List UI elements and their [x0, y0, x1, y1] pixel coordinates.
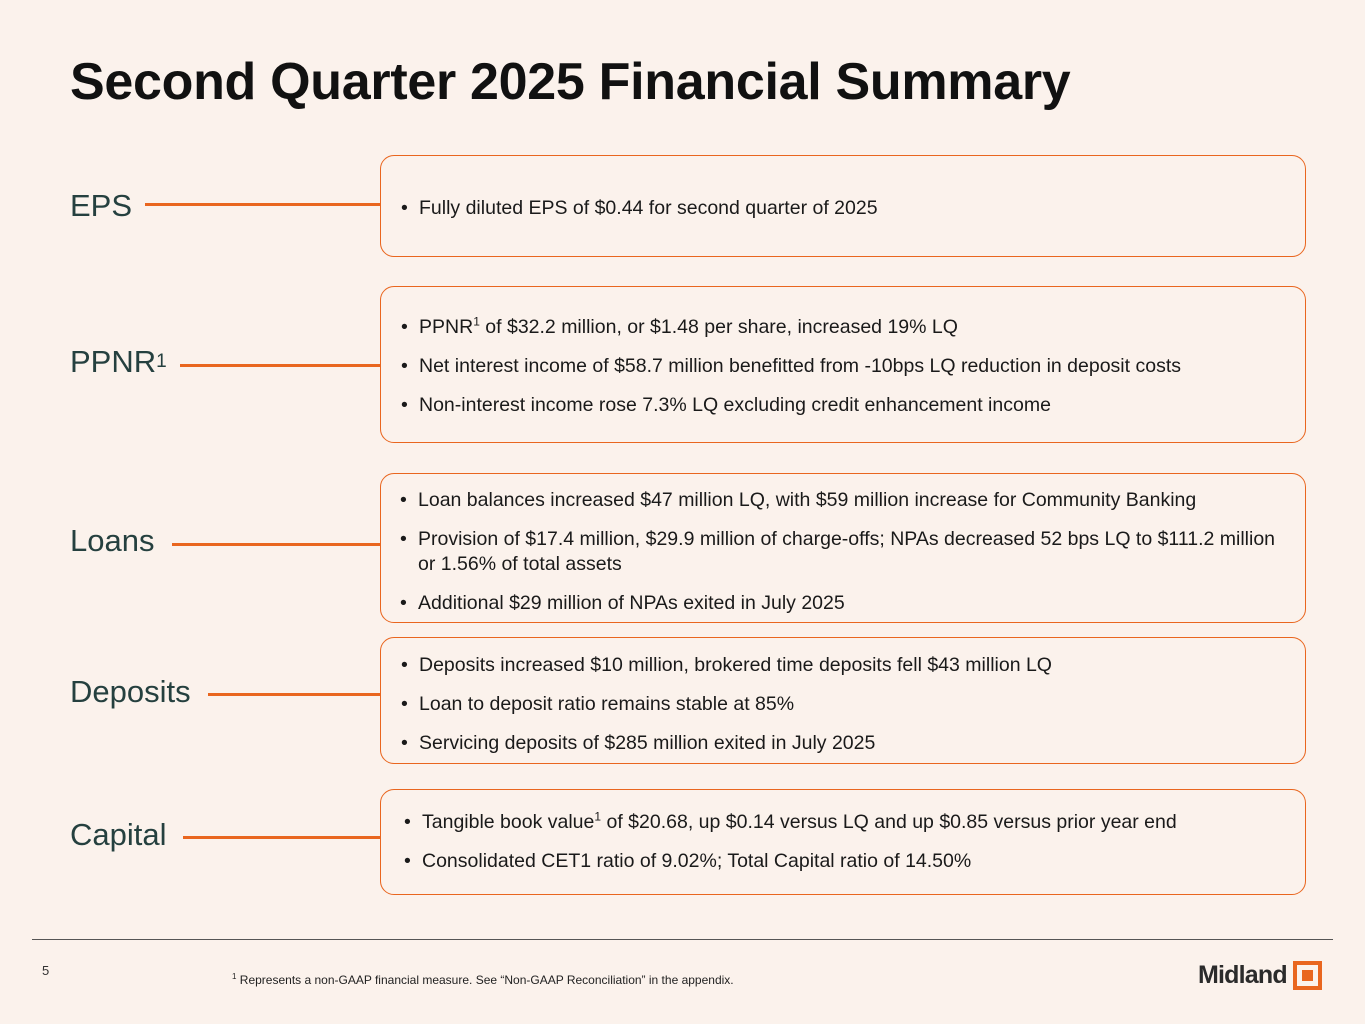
deposits-bullet: • Servicing deposits of $285 million exited in July 2025 [401, 731, 1305, 756]
row-label-loans [70, 521, 154, 561]
deposits-box [380, 637, 1306, 764]
capital-bullet-post: of $20.68, up $0.14 versus LQ and up $0.85 versus prior year end [601, 811, 1177, 833]
deposits-bullet: • Deposits increased $10 million, brokered time deposits fell $43 million LQ [401, 653, 1305, 678]
footnote-sup: 1 [232, 972, 237, 981]
row-label-capital [70, 815, 167, 855]
eps-box [380, 155, 1306, 257]
ppnr-box [380, 286, 1306, 443]
capital-bullet: • Consolidated CET1 ratio of 9.02%; Total Capital ratio of 14.50% [404, 849, 1305, 874]
capital-bullet [404, 810, 1305, 835]
logo-square-icon [1293, 961, 1322, 990]
ppnr-bullet: • Net interest income of $58.7 million benefitted from -10bps LQ reduction in deposit costs [401, 354, 1305, 379]
ppnr-bullet-sup: 1 [473, 314, 480, 329]
page-title: Second Quarter 2025 Financial Summary [70, 53, 1071, 111]
row-label-eps [70, 186, 132, 226]
ppnr-bullet: • Non-interest income rose 7.3% LQ excluding credit enhancement income [401, 393, 1305, 418]
row-label-deposits [70, 672, 191, 712]
capital-box [380, 789, 1306, 895]
ppnr-bullet-post: of $32.2 million, or $1.48 per share, increased 19% LQ [479, 316, 958, 338]
footnote-text: Represents a non-GAAP financial measure. See “Non-GAAP Reconciliation” in the appendix. [236, 973, 734, 987]
row-label-ppnr-text: PPNR [70, 344, 157, 379]
ppnr-bullet [401, 315, 1305, 340]
row-label-loans-text: Loans [70, 523, 155, 558]
ppnr-bullet-pre: PPNR [419, 316, 474, 338]
capital-bullet-pre: Tangible book value [422, 811, 595, 833]
connector-ppnr [180, 364, 380, 367]
midland-logo [1198, 958, 1322, 992]
logo-text: Midland [1198, 960, 1287, 989]
row-label-capital-text: Capital [70, 817, 167, 852]
connector-eps [145, 203, 380, 206]
loans-bullet: • Loan balances increased $47 million LQ, with $59 million increase for Community Banking [400, 488, 1297, 513]
deposits-bullet: • Loan to deposit ratio remains stable at 85% [401, 692, 1305, 717]
connector-capital [183, 836, 380, 839]
connector-deposits [208, 693, 380, 696]
connector-loans [172, 543, 380, 546]
capital-bullet-sup: 1 [594, 809, 602, 824]
row-label-eps-text: EPS [70, 188, 133, 223]
footer-divider [32, 939, 1333, 940]
page-number: 5 [42, 963, 50, 978]
loans-box [380, 473, 1306, 623]
row-label-deposits-text: Deposits [70, 674, 191, 709]
row-label-ppnr: PPNR 1 [70, 344, 167, 379]
loans-bullet: • Additional $29 million of NPAs exited in July 2025 [400, 591, 1297, 616]
footnote [232, 973, 734, 987]
loans-bullet: • Provision of $17.4 million, $29.9 million of charge-offs; NPAs decreased 52 bps LQ to $111.2 million or 1.56% of total assets [400, 527, 1297, 577]
eps-bullet: • Fully diluted EPS of $0.44 for second quarter of 2025 [401, 196, 1305, 221]
